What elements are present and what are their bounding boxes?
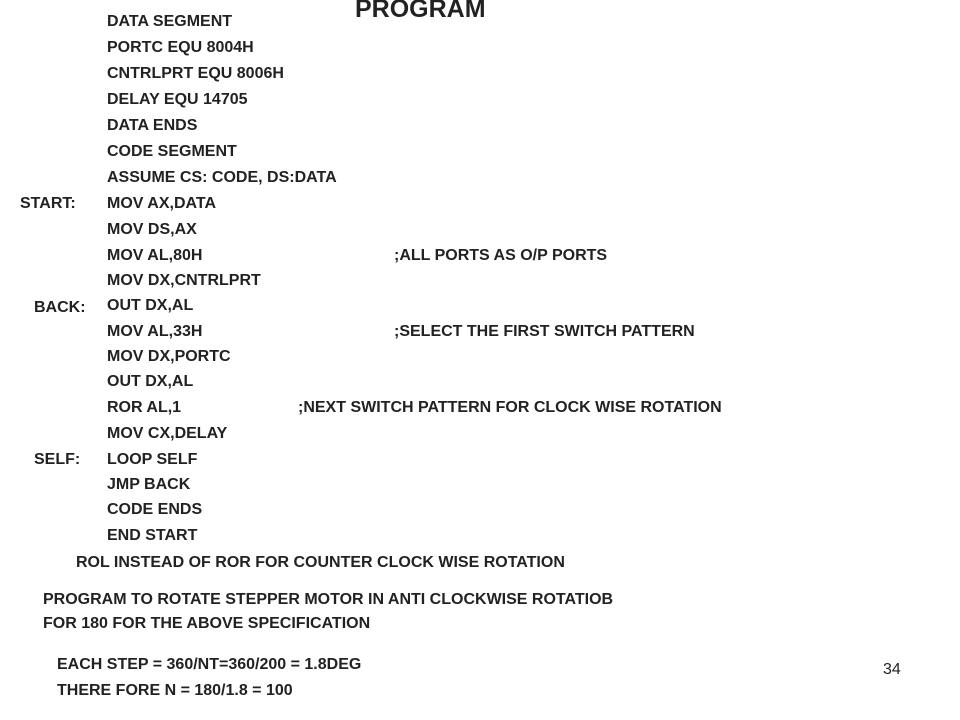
code-line: OUT DX,AL: [107, 297, 194, 314]
code-comment: ;ALL PORTS AS O/P PORTS: [394, 247, 608, 264]
code-line: MOV DX,PORTC: [107, 348, 231, 365]
label-self: SELF:: [34, 451, 81, 468]
code-line: DATA SEGMENT: [107, 13, 233, 30]
code-line: ROR AL,1: [107, 399, 182, 416]
code-line: MOV DX,CNTRLPRT: [107, 272, 261, 289]
calc-text-line2: THERE FORE N = 180/1.8 = 100: [57, 682, 293, 699]
code-line: LOOP SELF: [107, 451, 198, 468]
page-number: 34: [883, 661, 901, 678]
label-back: BACK:: [34, 299, 86, 316]
code-line: MOV AL,80H: [107, 247, 203, 264]
task-text-line1: PROGRAM TO ROTATE STEPPER MOTOR IN ANTI CLOCKWISE ROTATIOB: [43, 591, 614, 608]
label-start: START:: [20, 195, 76, 212]
calc-text-line1: EACH STEP = 360/NT=360/200 = 1.8DEG: [57, 656, 362, 673]
code-line: MOV AX,DATA: [107, 195, 217, 212]
code-line: PORTC EQU 8004H: [107, 39, 254, 56]
code-comment: ;SELECT THE FIRST SWITCH PATTERN: [394, 323, 695, 340]
code-line: CODE ENDS: [107, 501, 203, 518]
code-line: JMP BACK: [107, 476, 191, 493]
code-line: MOV CX,DELAY: [107, 425, 228, 442]
code-line: DATA ENDS: [107, 117, 198, 134]
code-line: CNTRLPRT EQU 8006H: [107, 65, 284, 82]
code-line: CODE SEGMENT: [107, 143, 237, 160]
code-line: OUT DX,AL: [107, 373, 194, 390]
rol-note: ROL INSTEAD OF ROR FOR COUNTER CLOCK WISE ROTATION: [76, 554, 565, 571]
code-line: ASSUME CS: CODE, DS:DATA: [107, 169, 337, 186]
code-line: END START: [107, 527, 198, 544]
code-comment: ;NEXT SWITCH PATTERN FOR CLOCK WISE ROTATION: [298, 399, 722, 416]
code-line: MOV AL,33H: [107, 323, 203, 340]
code-line: MOV DS,AX: [107, 221, 197, 238]
slide-title: PROGRAM: [355, 0, 486, 23]
code-line: DELAY EQU 14705: [107, 91, 248, 108]
task-text-line2: FOR 180 FOR THE ABOVE SPECIFICATION: [43, 615, 371, 632]
